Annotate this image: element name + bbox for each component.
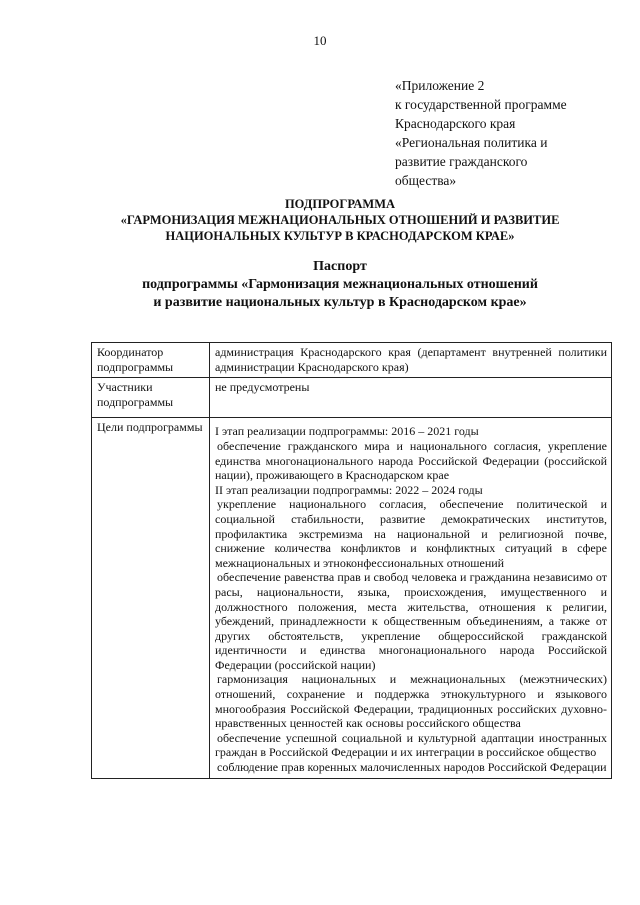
goals-stage-2: II этап реализации подпрограммы: 2022 – 2024 годы bbox=[215, 482, 483, 497]
appendix-block bbox=[395, 76, 615, 190]
table-row-participants bbox=[92, 378, 612, 418]
passport-title: Паспорт bbox=[313, 259, 367, 274]
goals-item: обеспечение гражданского мира и национального согласия, укрепление единства многонационального народа Российской Федерации (российской нации), проживающего в Краснодарском крае bbox=[215, 438, 607, 483]
row-label: Участники подпрограммы bbox=[92, 378, 210, 418]
row-label: Координатор подпрограммы bbox=[92, 343, 210, 378]
appendix-line: «Региональная политика и bbox=[395, 135, 548, 150]
goals-stage-1: I этап реализации подпрограммы: 2016 – 2021 годы bbox=[215, 424, 479, 439]
table-row-coordinator bbox=[92, 343, 612, 378]
row-label: Цели подпрограммы bbox=[92, 418, 210, 778]
table-row-goals bbox=[92, 418, 612, 778]
appendix-line: Краснодарского края bbox=[395, 116, 516, 131]
appendix-line: развитие гражданского bbox=[395, 154, 528, 169]
row-value: не предусмотрены bbox=[210, 378, 612, 418]
row-value: администрация Краснодарского края (департамент внутренней политики администрации Краснодарского края) bbox=[210, 343, 612, 378]
subprogram-title-line: НАЦИОНАЛЬНЫХ КУЛЬТУР В КРАСНОДАРСКОМ КРАЕ» bbox=[165, 229, 515, 243]
appendix-line: «Приложение 2 bbox=[395, 78, 485, 93]
passport-subtitle-line: и развитие национальных культур в Краснодарском крае» bbox=[153, 295, 527, 310]
page-number: 10 bbox=[313, 33, 327, 48]
subprogram-heading bbox=[40, 196, 640, 244]
row-value bbox=[210, 418, 612, 778]
passport-table bbox=[91, 342, 612, 779]
goals-item: укрепление национального согласия, обеспечение политической и социальной стабильности, развитие демократических институтов, профилактика экстремизма на национальной и религиозной почве, снижение количества конфликтов и конфликтных ситуаций в сфере межнациональных и этноконфессиональных отношений bbox=[215, 497, 607, 570]
passport-heading bbox=[40, 258, 640, 312]
subprogram-label: ПОДПРОГРАММА bbox=[284, 197, 396, 211]
appendix-line: к государственной программе bbox=[395, 97, 567, 112]
passport-subtitle-line: подпрограммы «Гармонизация межнациональных отношений bbox=[142, 277, 538, 292]
goals-item: соблюдение прав коренных малочисленных народов Российской Федерации bbox=[217, 760, 607, 775]
goals-item: гармонизация национальных и межнациональных (межэтнических) отношений, сохранение и поддержка этнокультурного и языкового многообразия Российской Федерации, традиционных российских духовно-нравственных ценностей как основы российского общества bbox=[215, 672, 607, 731]
goals-item: обеспечение успешной социальной и культурной адаптации иностранных граждан в Российской Федерации и их интеграции в российское общество bbox=[215, 730, 607, 760]
goals-item: обеспечение равенства прав и свобод человека и гражданина независимо от расы, национальности, языка, происхождения, имущественного и должностного положения, места жительства, отношения к религии, убеждений, принадлежности к общественным объединениям, а также от других обстоятельств, укрепление общероссийской гражданской идентичности и единства многонационального народа Российской Федерации (российской нации) bbox=[215, 570, 607, 672]
subprogram-title-line: «ГАРМОНИЗАЦИЯ МЕЖНАЦИОНАЛЬНЫХ ОТНОШЕНИЙ И РАЗВИТИЕ bbox=[120, 213, 560, 227]
appendix-line: общества» bbox=[395, 173, 457, 188]
